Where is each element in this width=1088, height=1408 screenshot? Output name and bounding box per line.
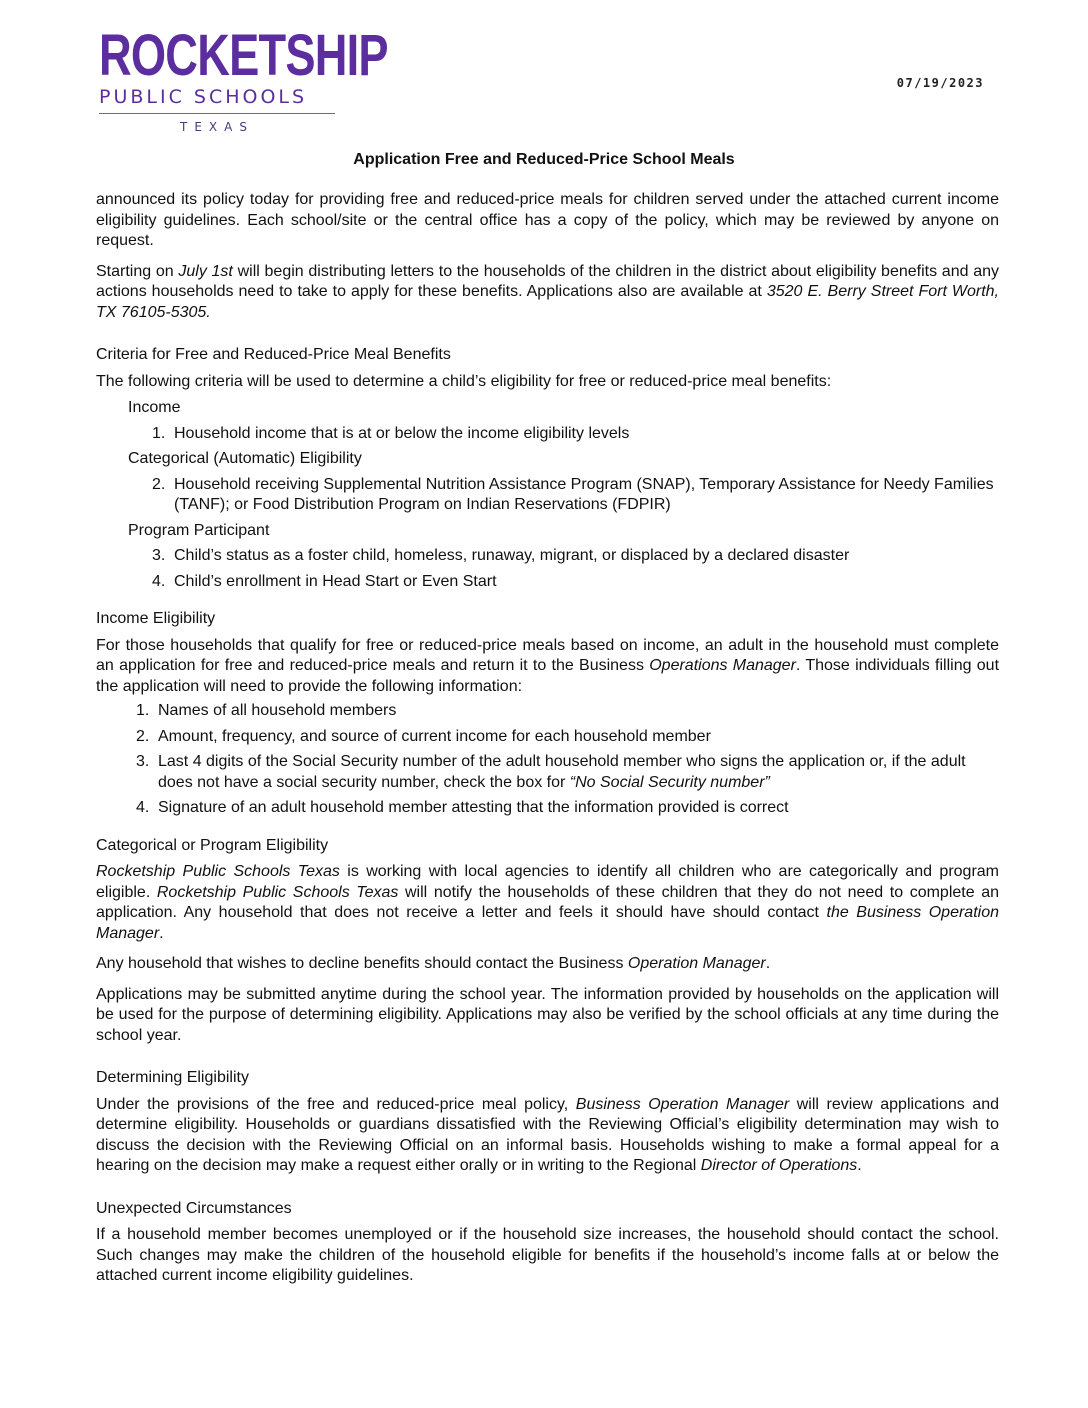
categorical-paragraph: [96, 862, 999, 944]
document-body: [96, 190, 999, 1297]
text-run: .: [857, 1157, 862, 1174]
document-title: Application Free and Reduced-Price School Meals: [353, 151, 735, 168]
list-number: 3.: [136, 753, 150, 770]
income-paragraph: [96, 636, 999, 698]
list-number: 4.: [152, 572, 166, 590]
criteria-group-label: Program Participant: [128, 521, 270, 539]
role-name: Director of Operations: [700, 1157, 858, 1174]
text-run: .: [765, 955, 771, 972]
list-text: Signature of an adult household member attesting that the information provided is correct: [158, 799, 789, 816]
section-heading-determining: Determining Eligibility: [96, 1069, 249, 1086]
section-heading-income: Income Eligibility: [96, 610, 216, 627]
list-number: 1.: [136, 702, 150, 719]
logo-state: TEXAS: [180, 120, 254, 134]
list-item: [96, 752, 999, 793]
list-text: Household income that is at or below the income eligibility levels: [174, 424, 630, 442]
text-run: will notify the households of these children that they do not need to complete an application. Any household that does not receive a letter and feels it should have should contact: [96, 883, 1000, 921]
criteria-group-label: Categorical (Automatic) Eligibility: [128, 450, 362, 467]
text-run: .: [159, 924, 164, 942]
section-heading-unexpected: Unexpected Circumstances: [96, 1199, 292, 1217]
text-run: will review applications and determine eligibility. Households or guardians dissatisfied with the Reviewing Official’s eligibility determination may wish to discuss the decision with the Reviewing Official on an informal basis. Households wishing to make a formal appeal for a hearing on the decision may make a request either orally or in writing to the Regional: [96, 1095, 999, 1174]
logo-divider: [99, 113, 335, 114]
submission-paragraph: Applications may be submitted anytime during the school year. The information provided by households on the application will be used for the purpose of determining eligibility. Applications may also be verified by the school officials at any time during the school year.: [96, 985, 999, 1044]
role-name: the Business Operation Manager: [96, 904, 999, 942]
list-text: Last 4 digits of the Social Security number of the adult household member who signs the application or, if the adult does not have a social security number, check the box for: [158, 753, 966, 791]
text-run: Starting on: [96, 262, 179, 280]
list-item: [96, 424, 999, 445]
list-item: [96, 572, 999, 593]
criteria-lead: The following criteria will be used to determine a child’s eligibility for free or reduced-price meal benefits:: [96, 372, 832, 390]
list-item: [96, 475, 999, 516]
intro-paragraph: announced its policy today for providing free and reduced-price meals for children served under the attached current income eligibility guidelines. Each school/site or the central office has a copy of the policy, which may be reviewed by anyone on request.: [96, 191, 999, 249]
determining-paragraph: [96, 1095, 999, 1177]
list-text: Amount, frequency, and source of current income for each household member: [158, 727, 711, 745]
list-number: 2.: [136, 727, 150, 745]
list-item: [96, 546, 999, 567]
section-heading-categorical: Categorical or Program Eligibility: [96, 836, 329, 854]
list-item: [96, 727, 999, 748]
list-text: Child’s enrollment in Head Start or Even Start: [174, 572, 497, 590]
list-number: 1.: [152, 424, 166, 442]
text-run: . Those individuals filling out the application will need to provide the following information:: [96, 657, 1000, 695]
text-run: For those households that qualify for free or reduced-price meals based on income, an adult in the household must complete an application for free and reduced-price meals and return it to the Business: [96, 636, 999, 674]
list-text: Names of all household members: [158, 702, 397, 719]
text-run: Under the provisions of the free and reduced-price meal policy,: [96, 1095, 576, 1113]
school-logo: [99, 23, 388, 134]
list-item: [96, 798, 999, 819]
org-name: Rocketship Public Schools Texas: [96, 863, 340, 880]
section-heading-criteria: Criteria for Free and Reduced-Price Meal Benefits: [96, 346, 451, 363]
office-address: 3520 E. Berry Street Fort Worth, TX 76105-5305.: [96, 283, 1000, 321]
unexpected-paragraph: If a household member becomes unemployed or if the household size increases, the household should contact the school. Such changes may make the children of the household eligible for benefits if the household’s income falls at or below the attached current income eligibility guidelines.: [96, 1226, 999, 1284]
criteria-group-label: Income: [128, 399, 181, 416]
document-date: 07/19/2023: [896, 76, 984, 90]
list-text: Child’s status as a foster child, homeless, runaway, migrant, or displaced by a declared disaster: [174, 547, 850, 564]
role-name: Business Operation Manager: [575, 1095, 790, 1113]
list-number: 4.: [136, 799, 150, 816]
role-name: Operations Manager: [649, 657, 796, 674]
start-date: July 1st: [178, 262, 233, 280]
checkbox-label-reference: “No Social Security number”: [569, 773, 770, 791]
list-item: [96, 701, 999, 722]
logo-wordmark: ROCKETSHIP: [99, 23, 388, 88]
logo-subtitle: PUBLIC SCHOOLS: [99, 86, 308, 108]
org-name: Rocketship Public Schools Texas: [156, 883, 399, 901]
list-number: 2.: [152, 475, 166, 493]
decline-paragraph: [96, 954, 999, 975]
distribution-paragraph: [96, 262, 999, 324]
text-run: will begin distributing letters to the households of the children in the district about eligibility benefits and any actions households need to take to apply for these benefits. Applications also are available at: [96, 262, 999, 300]
list-text: Household receiving Supplemental Nutrition Assistance Program (SNAP), Temporary Assistance for Needy Families (TANF); or Food Distribution Program on Indian Reservations (FDPIR): [174, 475, 994, 513]
text-run: is working with local agencies to identify all children who are categorically and program eligible.: [96, 863, 999, 901]
list-number: 3.: [152, 547, 166, 564]
role-name: Operation Manager: [627, 955, 766, 972]
text-run: Any household that wishes to decline benefits should contact the Business: [96, 955, 628, 972]
